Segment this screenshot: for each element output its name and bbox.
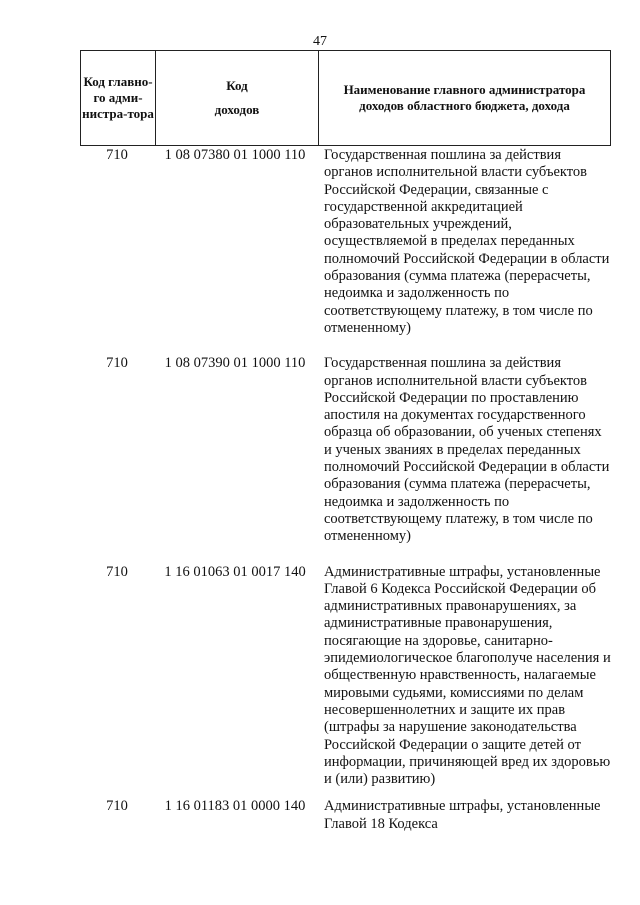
table-row bbox=[80, 798, 611, 833]
table-row bbox=[80, 147, 611, 337]
revenue-code-cell: 1 08 07390 01 1000 110 bbox=[164, 355, 306, 372]
revenue-code-cell: 1 16 01183 01 0000 140 bbox=[164, 798, 306, 815]
revenue-code-cell: 1 08 07380 01 1000 110 bbox=[164, 147, 306, 163]
page-number: 47 bbox=[313, 34, 327, 49]
admin-code-cell: 710 bbox=[106, 355, 128, 372]
table-row bbox=[80, 564, 611, 789]
admin-code-cell: 710 bbox=[106, 798, 128, 815]
name-cell: Государственная пошлина за действия органов исполнительной власти субъектов Российской Федерации, связанные с государственной аккредитацией образовательных учреждений, осуществляемой в пределах переданных полномочий Российской Федерации в области образования (сумма платежа (перерасчеты, недоимка и задолженность по соответствующему платежу, в том числе по отмененному) bbox=[324, 147, 610, 336]
admin-code-cell: 710 bbox=[106, 563, 128, 580]
name-cell: Административные штрафы, установленные Главой 6 Кодекса Российской Федерации об административных правонарушениях, за административные правонарушения, посягающие на здоровье, санитарно-эпидемиологическое благополуче населения и общественную нравственность, налагаемые мировыми судьями, комиссиями по делам несовершеннолетних и защите их прав (штрафы за нарушение законодательства Российской Федерации о защите детей от информации, причиняющей вред их здоровью и (или) развитию) bbox=[324, 563, 611, 788]
header-revenue-code-sub: доходов bbox=[214, 102, 260, 117]
admin-code-cell: 710 bbox=[106, 147, 128, 163]
header-admin-code: Код главно-го адми-нистра-тора bbox=[81, 51, 156, 145]
table-row bbox=[80, 355, 611, 545]
header-revenue-code bbox=[156, 51, 319, 145]
revenue-code-cell: 1 16 01063 01 0017 140 bbox=[164, 563, 306, 580]
header-name: Наименование главного администратора доходов областного бюджета, дохода bbox=[343, 82, 586, 113]
header-revenue-code-title: Код bbox=[226, 78, 248, 93]
table-body bbox=[80, 147, 611, 833]
table-header bbox=[80, 50, 611, 146]
name-cell: Государственная пошлина за действия органов исполнительной власти субъектов Российской Федерации по проставлению апостиля на документах государственного образца об образовании, об ученых степенях и ученых званиях в пределах переданных полномочий Российской Федерации в области образования (сумма платежа (перерасчеты, недоимка и задолженность по соответствующему платежу, в том числе по отмененному) bbox=[324, 355, 610, 545]
name-cell: Административные штрафы, установленные Главой 18 Кодекса bbox=[324, 798, 601, 832]
